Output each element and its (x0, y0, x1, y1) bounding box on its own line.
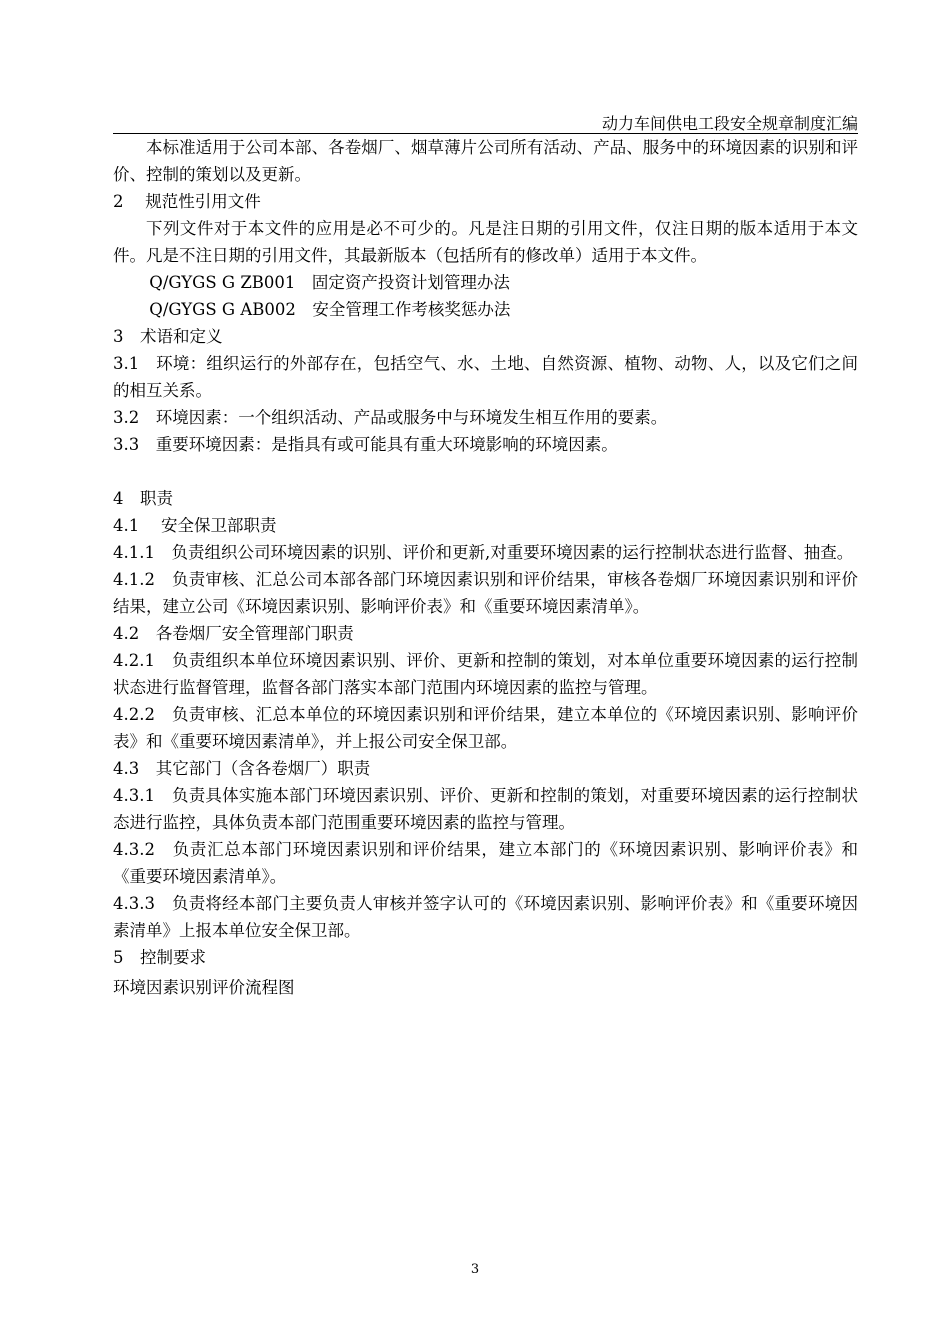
page-header-title: 动力车间供电工段安全规章制度汇编 (601, 114, 858, 133)
duty-paragraph: 4.2.2 负责审核、汇总本单位的环境因素识别和评价结果，建立本单位的《环境因素识别、影响评价表》和《重要环境因素清单》，并上报公司安全保卫部。 (113, 705, 858, 751)
references-paragraph: 下列文件对于本文件的应用是必不可少的。凡是注日期的引用文件，仅注日期的版本适用于本文件。凡是不注日期的引用文件，其最新版本（包括所有的修改单）适用于本文件。 (113, 219, 858, 265)
document-body (113, 134, 858, 1001)
reference-item: Q/GYGS G AB002 安全管理工作考核奖惩办法 (149, 300, 511, 319)
definition-paragraph: 3.1 环境：组织运行的外部存在，包括空气、水、土地、自然资源、植物、动物、人，以及它们之间的相互关系。 (113, 354, 858, 400)
subsection-heading: 4.2 各卷烟厂安全管理部门职责 (113, 624, 354, 643)
duty-paragraph: 4.1.2 负责审核、汇总公司本部各部门环境因素识别和评价结果，审核各卷烟厂环境因素识别和评价结果，建立公司《环境因素识别、影响评价表》和《重要环境因素清单》。 (113, 570, 858, 616)
page-number: 3 (470, 1262, 480, 1277)
duty-paragraph: 4.3.2 负责汇总本部门环境因素识别和评价结果，建立本部门的《环境因素识别、影响评价表》和《重要环境因素清单》。 (113, 840, 858, 886)
duty-paragraph: 4.3.3 负责将经本部门主要负责人审核并签字认可的《环境因素识别、影响评价表》和《重要环境因素清单》上报本单位安全保卫部。 (113, 894, 858, 940)
section-heading-5: 5 控制要求 (113, 948, 206, 967)
subsection-heading: 4.3 其它部门（含各卷烟厂）职责 (113, 759, 371, 778)
section-heading-4: 4 职责 (113, 489, 173, 508)
duty-paragraph: 4.3.1 负责具体实施本部门环境因素识别、评价、更新和控制的策划，对重要环境因素的运行控制状态进行监控，具体负责本部门范围重要环境因素的监控与管理。 (113, 786, 858, 832)
figure-caption: 环境因素识别评价流程图 (113, 978, 295, 997)
scope-paragraph: 本标准适用于公司本部、各卷烟厂、烟草薄片公司所有活动、产品、服务中的环境因素的识别和评价、控制的策划以及更新。 (113, 138, 858, 184)
duty-paragraph: 4.1.1 负责组织公司环境因素的识别、评价和更新,对重要环境因素的运行控制状态进行监督、抽查。 (113, 543, 854, 562)
blank-line (113, 458, 858, 485)
reference-item: Q/GYGS G ZB001 固定资产投资计划管理办法 (149, 273, 510, 292)
subsection-heading: 4.1 安全保卫部职责 (113, 516, 277, 535)
definition-paragraph: 3.3 重要环境因素：是指具有或可能具有重大环境影响的环境因素。 (113, 435, 618, 454)
section-heading-2: 2 规范性引用文件 (113, 192, 261, 211)
duty-paragraph: 4.2.1 负责组织本单位环境因素识别、评价、更新和控制的策划，对本单位重要环境因素的运行控制状态进行监督管理，监督各部门落实本部门范围内环境因素的监控与管理。 (113, 651, 858, 697)
definition-paragraph: 3.2 环境因素：一个组织活动、产品或服务中与环境发生相互作用的要素。 (113, 408, 668, 427)
section-heading-3: 3 术语和定义 (113, 327, 223, 346)
